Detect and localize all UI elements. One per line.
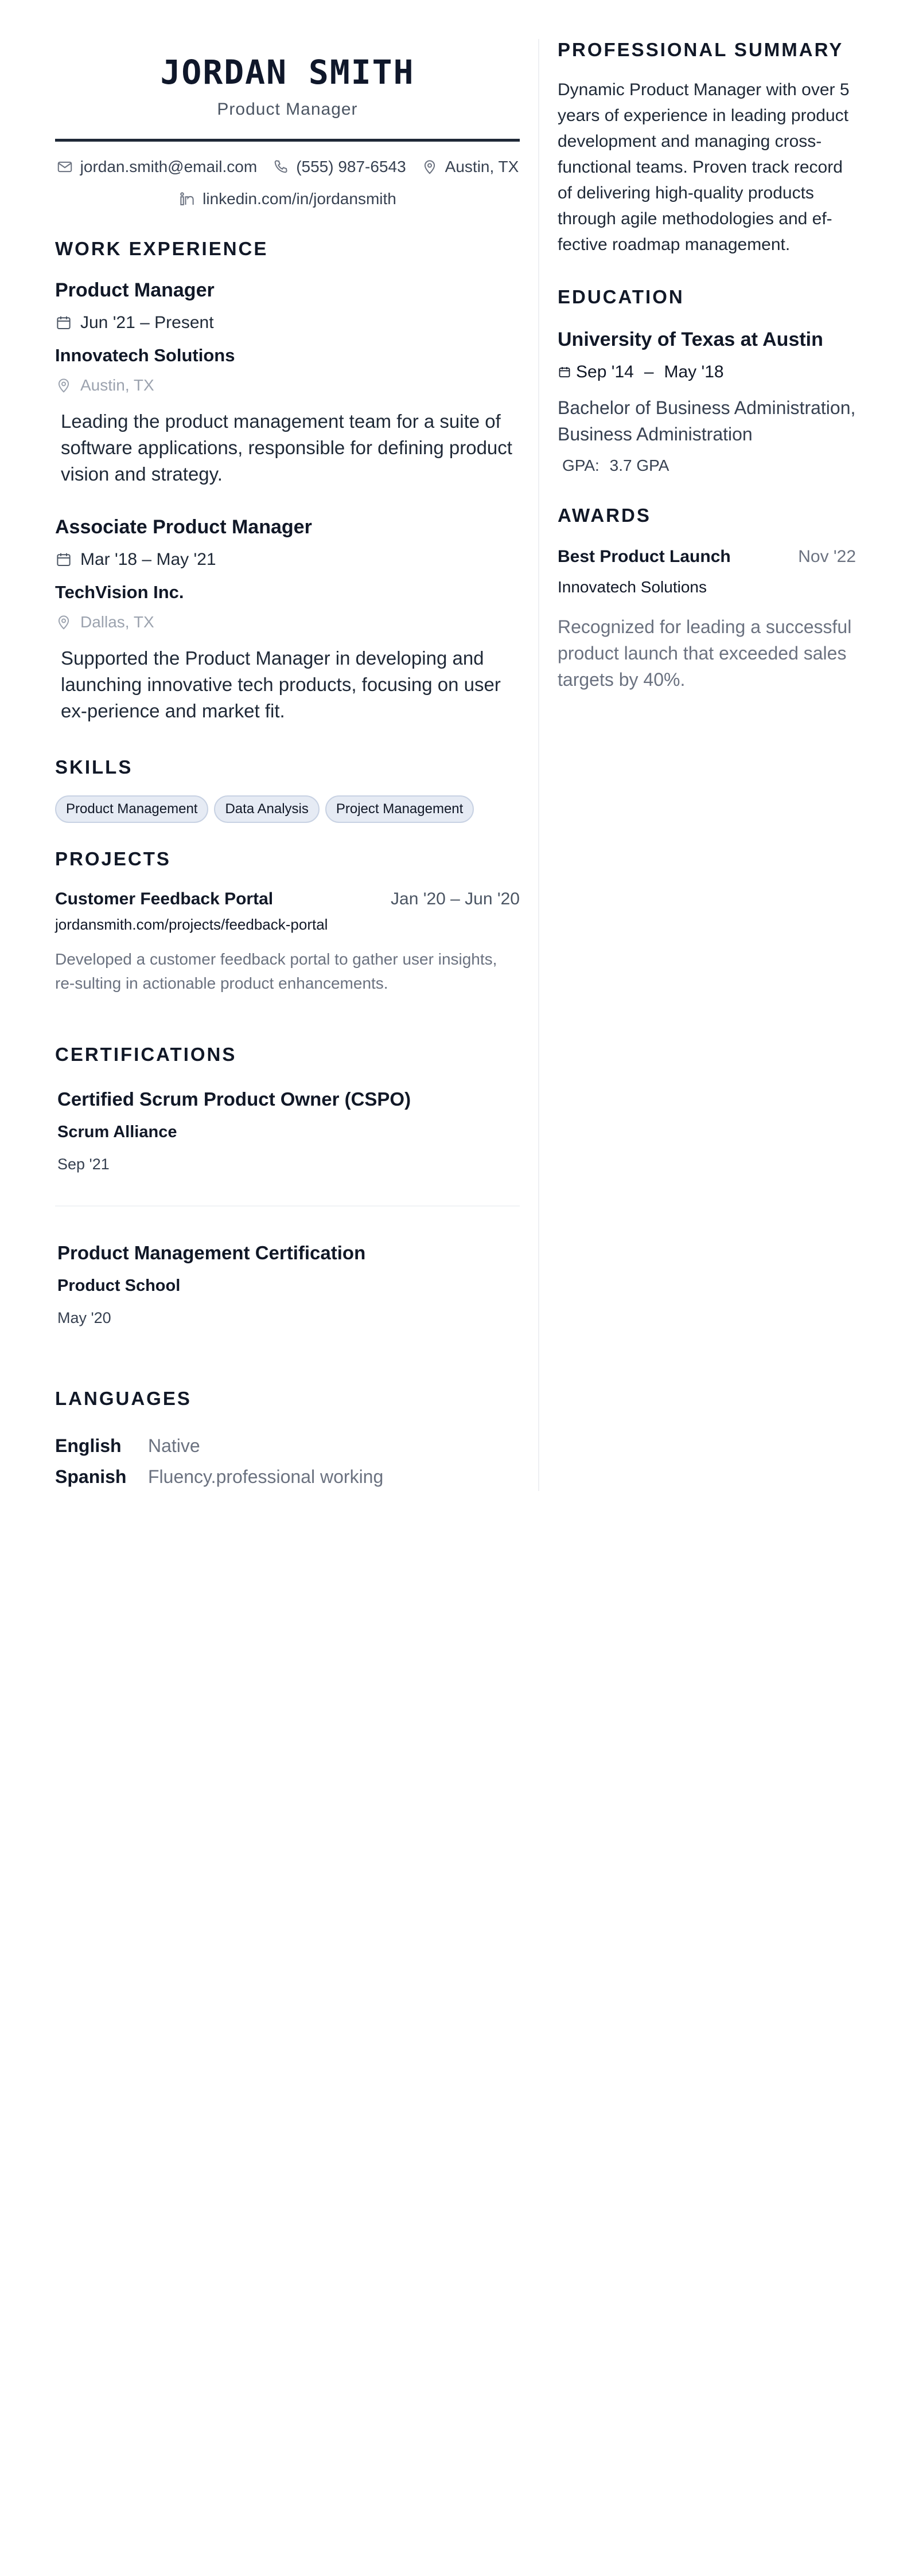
certification-entry: [55, 1242, 520, 1327]
skills-heading: SKILLS: [55, 756, 133, 778]
header-rule: [55, 139, 520, 142]
education-heading: EDUCATION: [558, 286, 684, 307]
location-text: Austin, TX: [445, 158, 519, 175]
job-location-text: Austin, TX: [80, 376, 154, 394]
job-description: Supported the Product Manager in developing and launching innovative tech products, focusing on user ex-perience and market fit.: [61, 647, 501, 721]
candidate-name: JORDAN SMITH: [160, 53, 415, 92]
language-row: [55, 1430, 520, 1461]
gpa-value: 3.7 GPA: [609, 456, 669, 474]
skill-chip: Product Management: [55, 795, 208, 823]
work-experience-heading: WORK EXPERIENCE: [55, 238, 268, 259]
project-header: [55, 889, 520, 909]
project-entry: [55, 889, 520, 996]
project-name: Customer Feedback Portal: [55, 889, 274, 908]
projects-heading: PROJECTS: [55, 848, 171, 869]
language-name: English: [55, 1435, 122, 1456]
email-text[interactable]: jordan.smith@email.com: [80, 158, 258, 175]
education-start: Sep '14: [576, 362, 634, 381]
award-description: Recognized for leading a successful product launch that exceeded sales targets by 40%.: [558, 616, 852, 690]
education-dates: [558, 362, 856, 382]
contact-linkedin[interactable]: [178, 190, 396, 208]
location-pin-icon: [421, 158, 438, 175]
location-pin-icon: [55, 614, 72, 631]
gpa-label: GPA:: [562, 456, 599, 474]
degree-text: Bachelor of Business Administration, Business Administration: [558, 397, 856, 444]
award-date: Nov '22: [798, 547, 856, 566]
calendar-icon: [558, 365, 571, 379]
job-location: [55, 613, 520, 631]
language-row: [55, 1461, 520, 1492]
contact-line-2: [55, 190, 520, 208]
project-dates: Jan '20 – Jun '20: [391, 889, 520, 908]
language-level: Fluency.professional working: [148, 1466, 384, 1487]
job-location-text: Dallas, TX: [80, 613, 154, 631]
certification-date: May '20: [57, 1309, 111, 1326]
award-org: Innovatech Solutions: [558, 578, 707, 596]
languages-heading: LANGUAGES: [55, 1388, 192, 1409]
language-level: Native: [148, 1435, 200, 1456]
certification-date: Sep '21: [57, 1156, 110, 1173]
contact-email[interactable]: [56, 158, 258, 176]
summary-heading: PROFESSIONAL SUMMARY: [558, 39, 844, 60]
award-entry: [558, 547, 856, 693]
project-description: Developed a customer feedback portal to gather user insights, re-sulting in actionable product enhancements.: [55, 950, 497, 992]
date-separator: –: [644, 362, 654, 381]
education-end: May '18: [664, 362, 724, 381]
skills-list: [55, 795, 520, 823]
awards-heading: AWARDS: [558, 505, 651, 526]
job-dates-text: Mar '18 – May '21: [80, 550, 216, 569]
column-divider: [538, 39, 539, 1491]
right-column: [558, 39, 856, 693]
candidate-role: Product Manager: [217, 100, 358, 119]
project-link[interactable]: jordansmith.com/projects/feedback-portal: [55, 916, 328, 933]
award-name: Best Product Launch: [558, 547, 731, 566]
contact-location: [421, 158, 519, 176]
job-entry: [55, 279, 520, 487]
certification-issuer: Product School: [57, 1277, 181, 1295]
certification-issuer: Scrum Alliance: [57, 1123, 177, 1141]
skill-chip: Data Analysis: [214, 795, 319, 823]
language-name: Spanish: [55, 1466, 127, 1487]
calendar-icon: [55, 551, 72, 568]
job-title: Product Manager: [55, 279, 215, 301]
location-pin-icon: [55, 377, 72, 394]
certification-name: Certified Scrum Product Owner (CSPO): [57, 1088, 411, 1110]
job-location: [55, 376, 520, 395]
certification-name: Product Management Certification: [57, 1242, 366, 1263]
calendar-icon: [55, 314, 72, 331]
job-dates: [55, 550, 520, 569]
mail-icon: [56, 158, 73, 175]
certification-divider: [55, 1205, 520, 1207]
company-name: Innovatech Solutions: [55, 345, 235, 365]
job-entry: [55, 516, 520, 724]
linkedin-icon: [178, 190, 196, 208]
phone-text[interactable]: (555) 987-6543: [296, 158, 406, 175]
phone-icon: [272, 158, 289, 175]
left-column: [55, 39, 520, 1492]
languages-list: [55, 1430, 520, 1492]
job-dates: [55, 313, 520, 333]
certification-entry: [55, 1088, 520, 1173]
contact-line: [55, 158, 520, 176]
linkedin-text[interactable]: linkedin.com/in/jordansmith: [203, 190, 396, 208]
company-name: TechVision Inc.: [55, 582, 184, 602]
award-header: [558, 547, 856, 567]
certifications-heading: CERTIFICATIONS: [55, 1044, 237, 1065]
job-description: Leading the product management team for a suite of software applications, responsible for defining product vision and strategy.: [61, 411, 512, 485]
job-dates-text: Jun '21 – Present: [80, 313, 214, 332]
summary-text: Dynamic Product Manager with over 5 years of experience in leading product development and managing cross-functional teams. Proven track record of delivering high-quality products through agile methodologies and ef-fective roadmap management.: [558, 80, 850, 254]
school-name: University of Texas at Austin: [558, 329, 823, 350]
job-title: Associate Product Manager: [55, 516, 312, 538]
skill-chip: Project Management: [325, 795, 474, 823]
gpa: [558, 456, 856, 475]
contact-phone[interactable]: [272, 158, 406, 176]
